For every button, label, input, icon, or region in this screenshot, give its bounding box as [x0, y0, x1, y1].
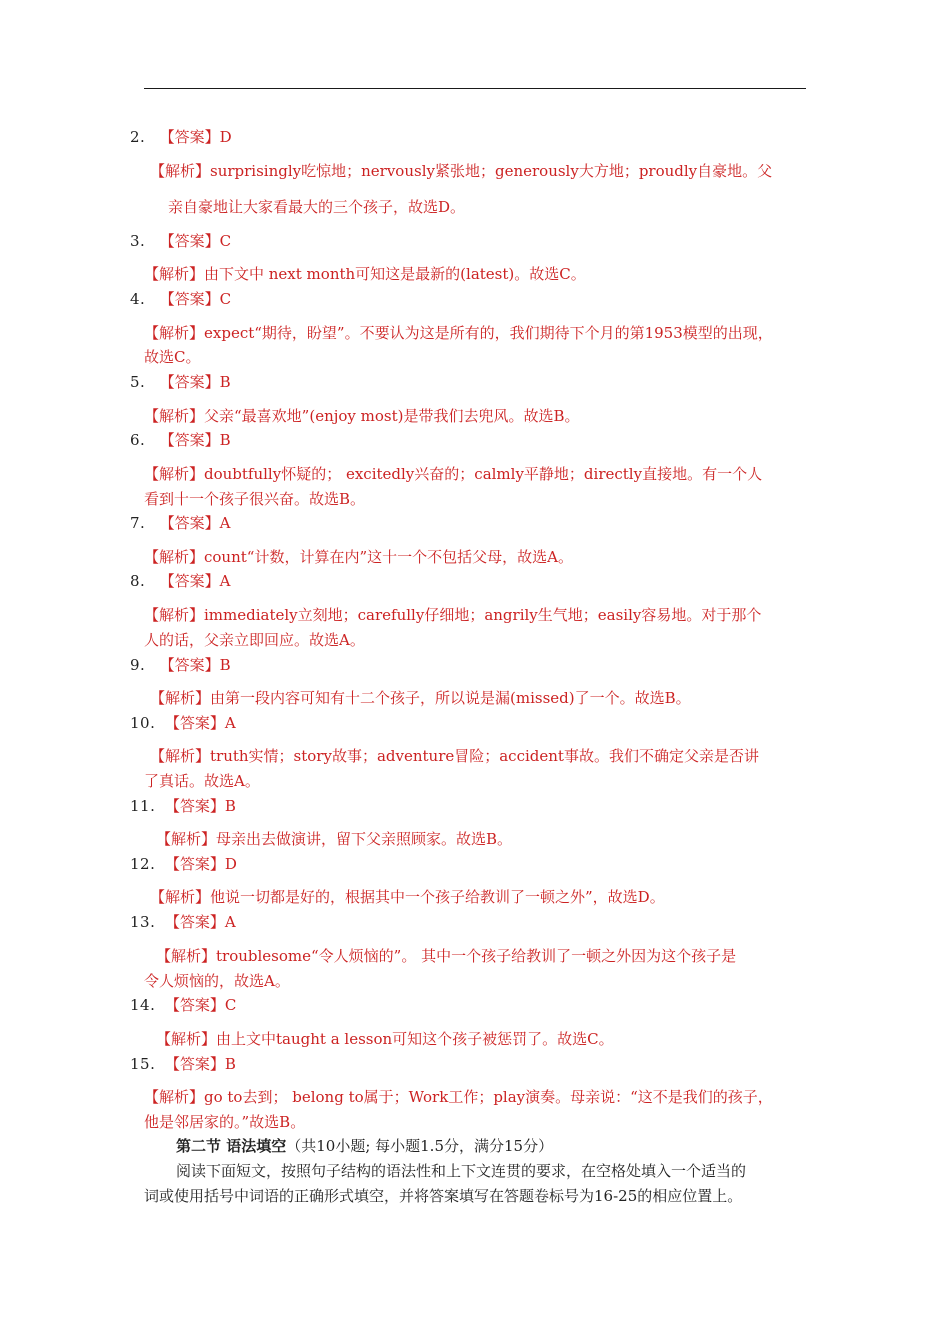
answer-label: 【答案】A — [164, 714, 236, 732]
answer-label: 【答案】A — [164, 913, 236, 931]
answer-label: 【答案】D — [164, 855, 237, 873]
answer-line-13 — [130, 912, 236, 932]
explanation-line: 他是邻居家的。”故选B。 — [144, 1113, 306, 1131]
explanation-line: 【解析】troublesome“令人烦恼的”。 其中一个孩子给教训了一顿之外因为这个孩子是 — [156, 947, 737, 965]
explanation-line: 【解析】immediately立刻地；carefully仔细地；angrily生气地；easily容易地。对于那个 — [144, 606, 762, 624]
explanation-line: 【解析】expect“期待，盼望”。不要认为这是所有的，我们期待下个月的第1953模型的出现， — [144, 324, 773, 342]
section-subtitle: （共10小题; 每小题1.5分，满分15分） — [286, 1137, 554, 1155]
item-number: 6. — [130, 431, 146, 449]
answer-line-10 — [130, 713, 236, 733]
explanation-line: 【解析】doubtfully怀疑的； excitedly兴奋的；calmly平静地；directly直接地。有一个人 — [144, 465, 763, 483]
explanation-line: 【解析】母亲出去做演讲，留下父亲照顾家。故选B。 — [156, 830, 513, 848]
explanation-line: 【解析】由下文中 next month可知这是最新的(latest)。故选C。 — [144, 265, 586, 283]
explanation-line: 了真话。故选A。 — [144, 772, 260, 790]
explanation-line: 【解析】父亲“最喜欢地”(enjoy most)是带我们去兜风。故选B。 — [144, 407, 580, 425]
answer-line-14 — [130, 995, 236, 1015]
instruction-line: 阅读下面短文，按照句子结构的语法性和上下文连贯的要求，在空格处填入一个适当的 — [176, 1162, 747, 1180]
explanation-line: 令人烦恼的，故选A。 — [144, 972, 290, 990]
explanation-line: 【解析】count“计数，计算在内”这十一个不包括父母，故选A。 — [144, 548, 573, 566]
item-number: 11. — [130, 797, 156, 815]
item-number: 3. — [130, 232, 146, 250]
answer-line-9 — [130, 655, 231, 675]
explanation-line: 【解析】truth实情；story故事；adventure冒险；accident事故。我们不确定父亲是否讲 — [150, 747, 759, 765]
answer-label: 【答案】C — [159, 290, 232, 308]
answer-label: 【答案】A — [159, 514, 231, 532]
answer-line-2 — [130, 127, 232, 147]
item-number: 15. — [130, 1055, 156, 1073]
item-number: 9. — [130, 656, 146, 674]
item-number: 10. — [130, 714, 156, 732]
explanation-line: 【解析】go to去到； belong to属于；Work工作；play演奏。母亲说：“这不是我们的孩子， — [144, 1088, 773, 1106]
item-number: 14. — [130, 996, 156, 1014]
answer-line-5 — [130, 372, 231, 392]
answer-line-4 — [130, 289, 231, 309]
section-heading — [176, 1136, 553, 1156]
explanation-line: 人的话，父亲立即回应。故选A。 — [144, 631, 365, 649]
explanation-line: 【解析】由第一段内容可知有十二个孩子，所以说是漏(missed)了一个。故选B。 — [150, 689, 691, 707]
item-number: 4. — [130, 290, 146, 308]
item-number: 13. — [130, 913, 156, 931]
answer-label: 【答案】A — [159, 572, 231, 590]
answer-label: 【答案】D — [159, 128, 232, 146]
answer-line-8 — [130, 571, 230, 591]
instruction-line: 词或使用括号中词语的正确形式填空，并将答案填写在答题卷标号为16-25的相应位置上。 — [144, 1187, 743, 1205]
explanation-line: 故选C。 — [144, 348, 201, 366]
item-number: 7. — [130, 514, 146, 532]
answer-label: 【答案】B — [159, 656, 231, 674]
section-title: 第二节 语法填空 — [176, 1137, 287, 1155]
item-number: 2. — [130, 128, 146, 146]
answer-label: 【答案】C — [159, 232, 232, 250]
explanation-line: 亲自豪地让大家看最大的三个孩子，故选D。 — [168, 198, 466, 216]
explanation-line: 看到十一个孩子很兴奋。故选B。 — [144, 490, 366, 508]
answer-label: 【答案】B — [164, 1055, 236, 1073]
answer-label: 【答案】C — [164, 996, 237, 1014]
item-number: 5. — [130, 373, 146, 391]
answer-line-7 — [130, 513, 230, 533]
answer-label: 【答案】B — [164, 797, 236, 815]
answer-line-15 — [130, 1054, 236, 1074]
explanation-line: 【解析】他说一切都是好的，根据其中一个孩子给教训了一顿之外”，故选D。 — [150, 888, 665, 906]
answer-line-11 — [130, 796, 236, 816]
answer-line-6 — [130, 430, 231, 450]
explanation-line: 【解析】surprisingly吃惊地；nervously紧张地；generously大方地；proudly自豪地。父 — [150, 162, 773, 180]
answer-line-12 — [130, 854, 237, 874]
answer-label: 【答案】B — [159, 373, 231, 391]
item-number: 8. — [130, 572, 146, 590]
answer-label: 【答案】B — [159, 431, 231, 449]
header-rule — [144, 88, 806, 89]
item-number: 12. — [130, 855, 156, 873]
answer-line-3 — [130, 231, 231, 251]
explanation-line: 【解析】由上文中taught a lesson可知这个孩子被惩罚了。故选C。 — [156, 1030, 614, 1048]
